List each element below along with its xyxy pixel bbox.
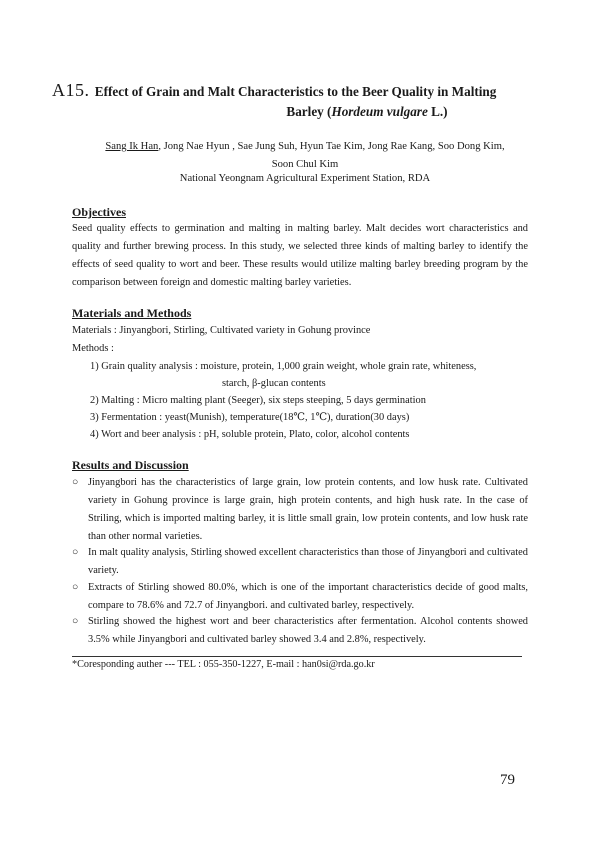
- bullet-circle-icon: ○: [72, 547, 79, 558]
- methods-label: Methods :: [72, 343, 114, 354]
- bullet-circle-icon: ○: [72, 616, 79, 627]
- title-line-2: [52, 102, 562, 122]
- method-item-4: 4) Wort and beer analysis : pH, soluble protein, Plato, color, alcohol contents: [90, 429, 410, 440]
- methods-heading: Materials and Methods: [72, 306, 192, 320]
- institution: National Yeongnam Agricultural Experiment Station, RDA: [179, 173, 431, 184]
- materials-line: Materials : Jinyangbori, Stirling, Cultivated variety in Gohung province: [72, 325, 371, 336]
- bullet-circle-icon: ○: [72, 477, 79, 488]
- footnote-divider: [72, 656, 522, 657]
- objectives-heading: Objectives: [72, 205, 126, 219]
- bullet-circle-icon: ○: [72, 582, 79, 593]
- presenting-author: Sang Ik Han: [105, 141, 159, 152]
- title-line-2-post: L.): [427, 104, 448, 119]
- title-line-2-pre: Barley (: [286, 104, 332, 119]
- result-text-1: Jinyangbori has the characteristics of large grain, low protein contents, and low husk rate. Cultivated variety in Gohung province is large grain, high protein contents, and high husk rate. In the case of Striling, which is imported malting barley, it is little small grain, low protein contents, and low husk rate than other normal varieties.: [88, 477, 528, 542]
- method-item-1: 1) Grain quality analysis : moisture, protein, 1,000 grain weight, whole grain rate, whiteness,: [90, 361, 477, 372]
- abstract-title: [52, 80, 562, 122]
- co-authors-line-2: Soon Chul Kim: [271, 159, 339, 170]
- result-text-4: Stirling showed the highest wort and beer characteristics after fermentation. Alcohol contents showed 3.5% while Jinyangbori and cultivated barley showed 3.4 and 2.8%, respectively.: [88, 616, 528, 645]
- abstract-code: A15.: [52, 80, 90, 100]
- results-heading: Results and Discussion: [72, 458, 189, 472]
- method-item-1-continued: starch, β-glucan contents: [222, 378, 326, 389]
- page-number: 79: [500, 772, 515, 788]
- result-text-3: Extracts of Stirling showed 80.0%, which is one of the important characteristics decide of good malts, compare to 78.6% and 72.7 of Jinyangbori. and cultivated barley, respectively.: [88, 582, 528, 611]
- result-bullet-3: [72, 579, 528, 615]
- objectives-text: Seed quality effects to germination and malting in malting barley. Malt decides wort characteristics and quality and further brewing process. In this study, we selected three kinds of malting barley to identify the effects of seed quality to wort and beer. These results would utilize malting barley breeding program by the comparison between foreign and domestic malting barley varieties.: [72, 223, 528, 288]
- co-authors: , Jong Nae Hyun , Sae Jung Suh, Hyun Tae Kim, Jong Rae Kang, Soo Dong Kim,: [158, 141, 505, 152]
- result-bullet-4: [72, 613, 528, 649]
- result-bullet-2: [72, 544, 528, 580]
- result-text-2: In malt quality analysis, Stirling showed excellent characteristics than those of Jinyangbori and cultivated variety.: [88, 547, 528, 576]
- corresponding-author-footnote: *Coresponding auther --- TEL : 055-350-1227, E-mail : han0si@rda.go.kr: [72, 659, 375, 670]
- method-item-3: 3) Fermentation : yeast(Munish), temperature(18℃, 1℃), duration(30 days): [90, 412, 410, 423]
- result-bullet-1: [72, 474, 528, 546]
- method-item-2: 2) Malting : Micro malting plant (Seeger), six steps steeping, 5 days germination: [90, 395, 426, 406]
- author-list: [70, 138, 540, 174]
- scientific-name: Hordeum vulgare: [331, 104, 428, 119]
- title-line-1: Effect of Grain and Malt Characteristics to the Beer Quality in Malting: [94, 84, 497, 99]
